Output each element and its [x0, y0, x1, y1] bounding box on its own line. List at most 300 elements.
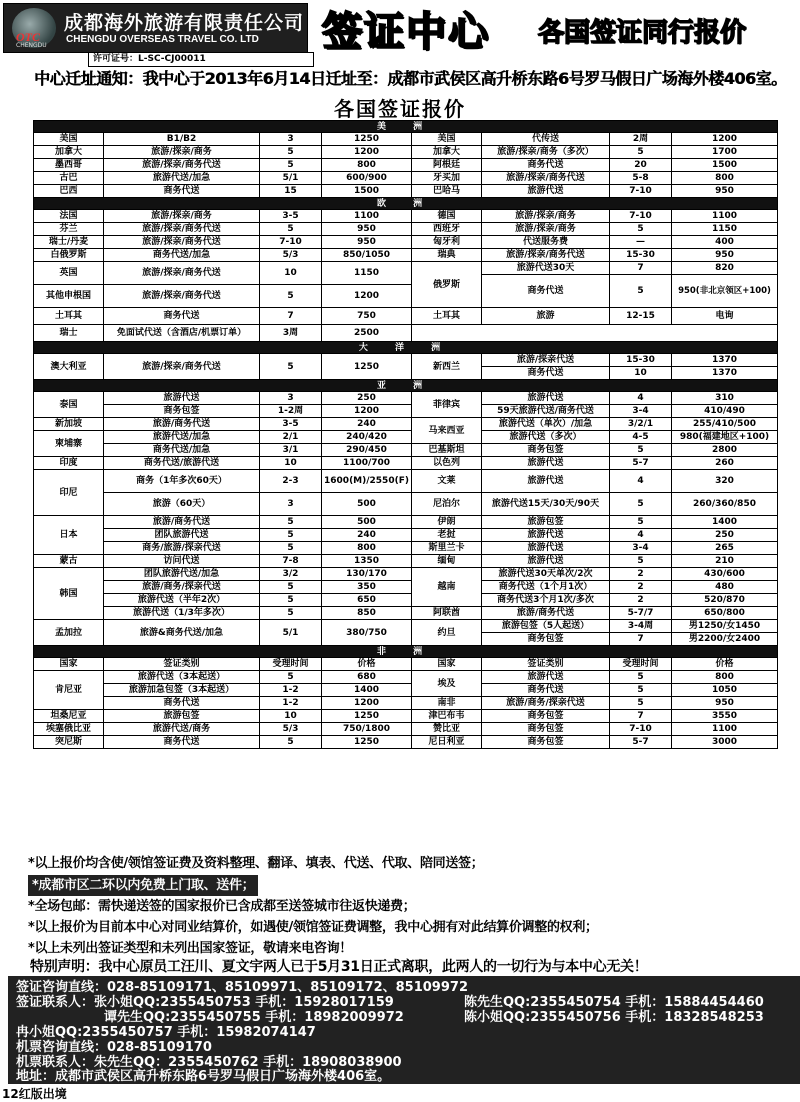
table-cell: 1100/700	[322, 457, 412, 470]
table-cell: 240	[322, 529, 412, 542]
section-header-oceania	[34, 342, 778, 354]
table-cell: 850	[322, 607, 412, 620]
table-cell: 商务代送	[104, 736, 260, 749]
table-cell: 泰国	[34, 392, 104, 418]
table-cell: 商务包签	[482, 723, 610, 736]
table-cell: 5	[260, 516, 322, 529]
table-cell: 20	[610, 159, 672, 172]
table-cell: 土耳其	[34, 308, 104, 325]
table-cell: 1200	[322, 146, 412, 159]
table-cell: 10	[260, 262, 322, 285]
table-cell: 商务代送	[104, 185, 260, 198]
table-cell: 伊朗	[412, 516, 482, 529]
table-cell: 英国	[34, 262, 104, 285]
table-cell: 旅游	[482, 308, 610, 325]
table-cell: 7-8	[260, 555, 322, 568]
table-cell: 免面试代送（含酒店/机票订单）	[104, 325, 260, 342]
table-cell: 德国	[412, 210, 482, 223]
table-cell: 旅游/探亲/商务	[482, 210, 610, 223]
table-cell	[412, 325, 778, 342]
table-cell: 500	[322, 493, 412, 516]
table-cell: 5/1	[260, 172, 322, 185]
table-cell: 2500	[322, 325, 412, 342]
visa-contact-5: 冉小姐QQ:2355450757 手机：15982074147	[16, 1025, 316, 1040]
table-cell: 男2200/女2400	[672, 633, 778, 646]
table-cell: 商务代送/加急	[104, 249, 260, 262]
table-cell: 受理时间	[610, 658, 672, 671]
table-cell: 其他申根国	[34, 285, 104, 308]
table-row	[34, 457, 778, 470]
table-row	[34, 354, 778, 367]
table-cell: 650	[322, 594, 412, 607]
side-title: 各国签证同行报价	[538, 18, 747, 48]
table-row	[34, 223, 778, 236]
table-cell: 5	[260, 607, 322, 620]
table-cell: 310	[672, 392, 778, 405]
table-cell: 商务包签	[482, 736, 610, 749]
note-item: *以上未列出签证类型和未列出国家签证，敬请来电咨询！	[28, 941, 352, 956]
table-cell: 4	[610, 470, 672, 493]
table-cell: 旅游加急包签（3本起送）	[104, 684, 260, 697]
table-cell: 5-7	[610, 736, 672, 749]
table-cell: 澳大利亚	[34, 354, 104, 380]
table-cell: 1500	[322, 185, 412, 198]
visa-price-table	[33, 120, 778, 749]
table-cell: 260/360/850	[672, 493, 778, 516]
table-cell: 1250	[322, 354, 412, 380]
table-row	[34, 185, 778, 198]
table-cell: 旅游/探亲/商务代送	[104, 159, 260, 172]
visa-contact-3: 谭先生QQ:2355450755 手机：18982009972	[104, 1010, 404, 1025]
table-cell: 5	[610, 146, 672, 159]
table-cell: 亚 洲	[34, 380, 778, 392]
table-cell: 380/750	[322, 620, 412, 646]
table-row	[34, 516, 778, 529]
table-cell: 3	[260, 392, 322, 405]
contact-box	[8, 976, 800, 1084]
table-cell: 1150	[672, 223, 778, 236]
table-cell: 旅游代送（半年2次）	[104, 594, 260, 607]
table-cell: 商务代送	[482, 159, 610, 172]
table-cell: 墨西哥	[34, 159, 104, 172]
table-cell: 2	[610, 581, 672, 594]
table-cell: 突尼斯	[34, 736, 104, 749]
table-cell: 旅游/商务代送	[482, 607, 610, 620]
table-cell: 美 洲	[34, 121, 778, 133]
table-cell: 旅游代送	[482, 555, 610, 568]
table-row	[34, 236, 778, 249]
table-row	[34, 146, 778, 159]
table-cell: 巴西	[34, 185, 104, 198]
section-header-asia	[34, 380, 778, 392]
section-header-europe	[34, 198, 778, 210]
table-row	[34, 710, 778, 723]
table-cell: 480	[672, 581, 778, 594]
table-row	[34, 210, 778, 223]
table-cell: 5	[260, 146, 322, 159]
notes-list	[28, 853, 800, 959]
table-cell: 巴基斯坦	[412, 444, 482, 457]
table-cell: 500	[322, 516, 412, 529]
table-cell: 商务代送	[482, 684, 610, 697]
table-cell: 800	[672, 671, 778, 684]
table-cell: 孟加拉	[34, 620, 104, 646]
table-cell: 1400	[672, 516, 778, 529]
table-cell: 5-8	[610, 172, 672, 185]
table-cell: 旅游/探亲/商务	[104, 146, 260, 159]
table-row	[34, 418, 778, 431]
visa-hotline: 签证咨询直线：028-85109171、85109971、85109172、85109972	[16, 980, 468, 995]
table-cell: 15-30	[610, 249, 672, 262]
table-cell: 2/1	[260, 431, 322, 444]
table-cell: 3000	[672, 736, 778, 749]
center-title: 签证中心	[322, 9, 490, 55]
table-cell: 旅游代送/加急	[104, 431, 260, 444]
table-cell: 1050	[672, 684, 778, 697]
table-row	[34, 470, 778, 493]
table-row	[34, 697, 778, 710]
ticket-hotline: 机票咨询直线：028-85109170	[16, 1040, 212, 1055]
table-cell: 访问代送	[104, 555, 260, 568]
table-cell: 国家	[34, 658, 104, 671]
table-row	[34, 684, 778, 697]
visa-contact-1: 签证联系人：张小姐QQ:2355450753 手机：15928017159	[16, 995, 394, 1010]
table-cell: 7-10	[260, 236, 322, 249]
table-cell: 价格	[672, 658, 778, 671]
table-cell: 350	[322, 581, 412, 594]
table-cell: 320	[672, 470, 778, 493]
table-cell: 商务包签	[482, 710, 610, 723]
table-cell: 签证类别	[482, 658, 610, 671]
note-item: *以上报价为目前本中心对同业结算价，如遇使/领馆签证费调整，我中心拥有对此结算价调整的权利；	[28, 920, 598, 935]
logo-text: OTC	[16, 30, 40, 44]
table-cell: 240/420	[322, 431, 412, 444]
table-cell: 10	[260, 710, 322, 723]
table-cell: 2周	[610, 133, 672, 146]
table-cell: 男1250/女1450	[672, 620, 778, 633]
table-cell: 2800	[672, 444, 778, 457]
table-cell: 老挝	[412, 529, 482, 542]
table-cell: 巴哈马	[412, 185, 482, 198]
address: 地址：成都市武侯区高升桥东路6号罗马假日广场海外楼406室。	[16, 1069, 391, 1084]
table-row	[34, 262, 778, 275]
table-cell: 旅游包签	[104, 710, 260, 723]
table-cell: 旅游/探亲/商务代送	[104, 285, 260, 308]
table-cell: 850/1050	[322, 249, 412, 262]
table-cell: 商务包签	[104, 405, 260, 418]
table-cell: 680	[322, 671, 412, 684]
table-cell: 埃及	[412, 671, 482, 697]
table-cell: 阿根廷	[412, 159, 482, 172]
table-cell: 3-4	[610, 405, 672, 418]
table-cell: 5	[260, 223, 322, 236]
table-row	[34, 172, 778, 185]
table-cell: 商务代送/旅游代送	[104, 457, 260, 470]
relocation-notice: 中心迁址通知：我中心于2013年6月14日迁址至：成都市武侯区高升桥东路6号罗马假日广场海外楼406室。	[34, 69, 787, 88]
table-row	[34, 581, 778, 594]
table-cell: 10	[610, 367, 672, 380]
table-cell: 3550	[672, 710, 778, 723]
table-cell: 旅游代送（多次）	[482, 431, 610, 444]
table-row	[34, 249, 778, 262]
table-row	[34, 493, 778, 516]
table-cell: 1150	[322, 262, 412, 285]
table-row	[34, 392, 778, 405]
company-logo-banner	[3, 3, 308, 53]
visa-contact-4: 陈小姐QQ:2355450756 手机：18328548253	[464, 1010, 764, 1025]
table-cell: 尼泊尔	[412, 493, 482, 516]
table-cell: 1200	[322, 405, 412, 418]
table-row	[34, 444, 778, 457]
table-cell: 1200	[322, 285, 412, 308]
table-cell: 商务代送	[104, 308, 260, 325]
table-cell: 5	[610, 697, 672, 710]
table-cell: 1350	[322, 555, 412, 568]
table-cell: 商务代送	[482, 275, 610, 308]
table-cell: 3	[260, 133, 322, 146]
table-cell: 1700	[672, 146, 778, 159]
table-cell: 5	[260, 529, 322, 542]
table-cell: 大 洋 洲	[34, 342, 778, 354]
table-cell: 5/1	[260, 620, 322, 646]
table-cell: 法国	[34, 210, 104, 223]
table-row	[34, 159, 778, 172]
table-cell: 250	[322, 392, 412, 405]
table-cell: 800	[672, 172, 778, 185]
table-row	[34, 620, 778, 633]
table-cell: 4	[610, 392, 672, 405]
table-cell: 130/170	[322, 568, 412, 581]
table-cell: 1500	[672, 159, 778, 172]
table-cell: 5	[610, 555, 672, 568]
table-cell: 旅游/商务/探亲代送	[104, 581, 260, 594]
table-cell: 10	[260, 457, 322, 470]
table-cell: 旅游/探亲/商务代送	[482, 249, 610, 262]
table-cell: 商务代送（1个月1次）	[482, 581, 610, 594]
table-cell: 7-10	[610, 210, 672, 223]
table-row	[34, 671, 778, 684]
table-cell: 日本	[34, 516, 104, 555]
header	[0, 0, 800, 55]
company-name-cn: 成都海外旅游有限责任公司	[64, 12, 305, 34]
table-cell: 电询	[672, 308, 778, 325]
table-cell: 520/870	[672, 594, 778, 607]
table-cell: 俄罗斯	[412, 262, 482, 308]
table-cell: 旅游代送30天单次/2次	[482, 568, 610, 581]
table-cell: B1/B2	[104, 133, 260, 146]
table-cell: 白俄罗斯	[34, 249, 104, 262]
table-cell: 250	[672, 529, 778, 542]
table-cell: 1250	[322, 736, 412, 749]
table-cell: 旅游/探亲/商务代送	[482, 172, 610, 185]
visa-contact-2: 陈先生QQ:2355450754 手机：15884454460	[464, 995, 764, 1010]
table-cell: 旅游代送/加急	[104, 172, 260, 185]
table-cell: 240	[322, 418, 412, 431]
table-cell: 肯尼亚	[34, 671, 104, 710]
table-cell: 5	[260, 581, 322, 594]
table-cell: 1250	[322, 133, 412, 146]
table-cell: 750	[322, 308, 412, 325]
table-cell: 美国	[412, 133, 482, 146]
table-cell: 旅游代送	[482, 470, 610, 493]
table-cell: 新西兰	[412, 354, 482, 380]
table-cell: 商务代送3个月1次/多次	[482, 594, 610, 607]
table-cell: 牙买加	[412, 172, 482, 185]
table-cell: 旅游代送（1/3年多次）	[104, 607, 260, 620]
section-header-africa	[34, 646, 778, 658]
special-statement: 特别声明：我中心原员工汪川、夏文宇两人已于5月31日正式离职，此两人的一切行为与本中心无关！	[30, 959, 648, 975]
table-cell: 赞比亚	[412, 723, 482, 736]
table-cell: 600/900	[322, 172, 412, 185]
table-cell: 290/450	[322, 444, 412, 457]
table-cell: 美国	[34, 133, 104, 146]
table-cell: 430/600	[672, 568, 778, 581]
table-cell: 7	[610, 633, 672, 646]
table-cell: 5/3	[260, 723, 322, 736]
table-cell: 410/490	[672, 405, 778, 418]
table-cell: 印尼	[34, 470, 104, 516]
table-cell: 7-10	[610, 185, 672, 198]
table-cell: 欧 洲	[34, 198, 778, 210]
table-cell: 4-5	[610, 431, 672, 444]
table-cell: 埃塞俄比亚	[34, 723, 104, 736]
table-cell: 1-2	[260, 684, 322, 697]
table-cell: 旅游包签（5人起送）	[482, 620, 610, 633]
table-cell: 1-2周	[260, 405, 322, 418]
table-cell: 旅游/探亲代送	[482, 354, 610, 367]
table-cell: 津巴布韦	[412, 710, 482, 723]
page-title: 各国签证报价	[334, 97, 466, 121]
table-cell: 3-4	[610, 542, 672, 555]
table-cell: 旅游/商务代送	[104, 516, 260, 529]
table-cell: 价格	[322, 658, 412, 671]
table-row	[34, 431, 778, 444]
table-cell: 12-15	[610, 308, 672, 325]
table-cell: 4	[610, 529, 672, 542]
table-cell: 旅游/商务/探亲代送	[482, 697, 610, 710]
table-cell: 古巴	[34, 172, 104, 185]
table-cell: 芬兰	[34, 223, 104, 236]
table-cell: 旅游/商务代送	[104, 418, 260, 431]
table-cell: 650/800	[672, 607, 778, 620]
table-cell: 代传送	[482, 133, 610, 146]
logo-subtext: CHENGDU	[16, 42, 47, 49]
table-cell: 约旦	[412, 620, 482, 646]
table-cell: 旅游代送（单次）/加急	[482, 418, 610, 431]
table-cell: 950	[322, 223, 412, 236]
table-cell: 签证类别	[104, 658, 260, 671]
table-cell: 旅游/探亲/商务代送	[104, 262, 260, 285]
table-row	[34, 325, 778, 342]
table-cell: 1200	[672, 133, 778, 146]
table-cell: 团队旅游代送	[104, 529, 260, 542]
table-row	[34, 133, 778, 146]
table-cell: 瑞士/丹麦	[34, 236, 104, 249]
note-item: *以上报价均含使/领馆签证费及资料整理、翻译、填表、代送、代取、陪同送签；	[28, 856, 484, 871]
table-cell: 旅游/探亲/商务代送	[104, 223, 260, 236]
table-cell: 3/1	[260, 444, 322, 457]
table-cell: 旅游代送	[482, 392, 610, 405]
table-cell: —	[610, 236, 672, 249]
table-cell: 5-7	[610, 457, 672, 470]
table-cell: 阿联酋	[412, 607, 482, 620]
table-cell: 旅游/探亲/商务（多次）	[482, 146, 610, 159]
table-cell: 旅游代送（3本起送）	[104, 671, 260, 684]
table-cell: 2	[610, 568, 672, 581]
table-cell: 3周	[260, 325, 322, 342]
table-cell: 3	[260, 493, 322, 516]
table-cell: 西班牙	[412, 223, 482, 236]
page-footer: 12红版出境	[2, 1087, 67, 1101]
table-cell: 1-2	[260, 697, 322, 710]
table-cell: 2	[610, 594, 672, 607]
table-cell: 5	[610, 444, 672, 457]
table-cell: 5	[260, 285, 322, 308]
table-cell: 商务包签	[482, 444, 610, 457]
table-cell: 5	[610, 223, 672, 236]
table-cell: 5	[260, 159, 322, 172]
table-cell: 59天旅游代送/商务代送	[482, 405, 610, 418]
table-cell: 1200	[322, 697, 412, 710]
table-cell: 260	[672, 457, 778, 470]
table-cell: 5	[610, 275, 672, 308]
table-cell: 1100	[322, 210, 412, 223]
table-row	[34, 308, 778, 325]
table-cell: 加拿大	[34, 146, 104, 159]
table-cell: 加拿大	[412, 146, 482, 159]
table-cell: 瑞士	[34, 325, 104, 342]
table-cell: 旅游/探亲/商务	[104, 210, 260, 223]
table-cell: 265	[672, 542, 778, 555]
table-cell: 1100	[672, 723, 778, 736]
table-cell: 255/410/500	[672, 418, 778, 431]
table-cell: 新加坡	[34, 418, 104, 431]
table-cell: 尼日利亚	[412, 736, 482, 749]
company-name-en: CHENGDU OVERSEAS TRAVEL CO. LTD	[66, 34, 259, 45]
table-cell: 3-5	[260, 418, 322, 431]
table-cell: 韩国	[34, 568, 104, 620]
table-row	[34, 542, 778, 555]
table-row	[34, 555, 778, 568]
table-cell: 5	[260, 542, 322, 555]
table-cell: 3-4周	[610, 620, 672, 633]
table-cell: 旅游/探亲/商务代送	[104, 354, 260, 380]
table-cell: 7	[260, 308, 322, 325]
table-cell: 坦桑尼亚	[34, 710, 104, 723]
table-cell: 旅游包签	[482, 516, 610, 529]
table-cell: 1100	[672, 210, 778, 223]
table-cell: 15	[260, 185, 322, 198]
table-cell: 代送服务费	[482, 236, 610, 249]
table-cell: 800	[322, 542, 412, 555]
table-cell: 400	[672, 236, 778, 249]
table-cell: 土耳其	[412, 308, 482, 325]
table-cell: 210	[672, 555, 778, 568]
table-cell: 980(福建地区+100)	[672, 431, 778, 444]
table-cell: 旅游（60天）	[104, 493, 260, 516]
table-cell: 5/3	[260, 249, 322, 262]
table-cell: 印度	[34, 457, 104, 470]
table-cell: 旅游代送	[482, 457, 610, 470]
table-cell: 商务/旅游/探亲代送	[104, 542, 260, 555]
table-cell: 5	[260, 736, 322, 749]
table-cell: 7	[610, 262, 672, 275]
table-cell: 旅游&商务代送/加急	[104, 620, 260, 646]
table-cell: 文莱	[412, 470, 482, 493]
table-cell: 2-3	[260, 470, 322, 493]
table-cell: 受理时间	[260, 658, 322, 671]
table-cell: 5	[610, 516, 672, 529]
